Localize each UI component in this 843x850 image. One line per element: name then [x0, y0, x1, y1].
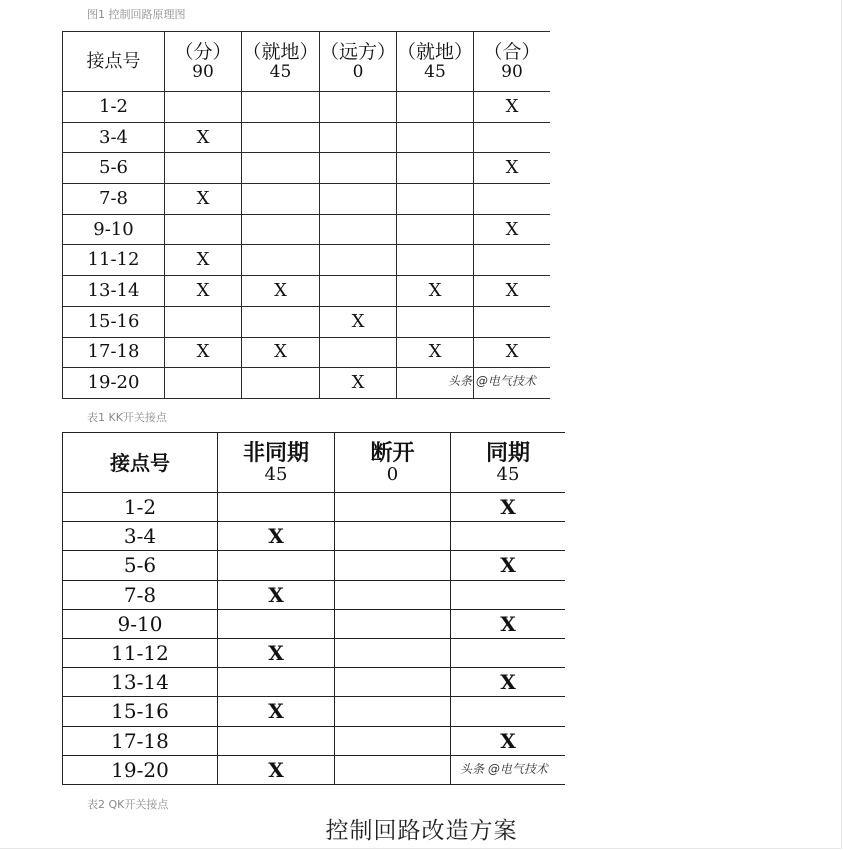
contact-mark [335, 580, 451, 609]
contact-mark [242, 184, 320, 215]
contact-mark [451, 638, 566, 667]
section-title: 控制回路改造方案 [325, 818, 518, 844]
contact-mark: X [320, 306, 397, 337]
contact-mark [218, 493, 335, 522]
watermark: 头条 @电气技术 [448, 374, 536, 388]
contact-label: 3-4 [63, 122, 165, 153]
table-row [63, 306, 551, 337]
contact-label: 5-6 [63, 153, 165, 184]
contact-mark: X [397, 337, 474, 368]
contact-mark [397, 245, 474, 276]
contact-mark: X [397, 276, 474, 307]
contact-mark [218, 726, 335, 755]
contact-mark: X [165, 337, 242, 368]
contact-mark [165, 306, 242, 337]
contact-mark: X [218, 522, 335, 551]
contact-label: 13-14 [63, 276, 165, 307]
contact-mark [397, 306, 474, 337]
contact-mark [320, 276, 397, 307]
contact-mark [218, 668, 335, 697]
contact-mark [165, 153, 242, 184]
qk-switch-contact-table [62, 432, 565, 785]
watermark: 头条 @电气技术 [460, 762, 548, 776]
table-row [63, 580, 566, 609]
contact-mark [165, 368, 242, 399]
contact-mark [335, 522, 451, 551]
contact-label: 5-6 [63, 551, 218, 580]
contact-label: 7-8 [63, 580, 218, 609]
contact-mark [165, 214, 242, 245]
contact-mark: X [165, 245, 242, 276]
contact-mark [218, 609, 335, 638]
contact-mark [335, 493, 451, 522]
contact-mark [474, 245, 551, 276]
column-header: （远方） 0 [320, 32, 397, 92]
contact-mark [320, 153, 397, 184]
contact-mark [320, 214, 397, 245]
contact-mark [451, 522, 566, 551]
contact-mark [335, 638, 451, 667]
contact-label: 17-18 [63, 337, 165, 368]
contact-mark: X [474, 337, 551, 368]
contact-mark: X [474, 276, 551, 307]
contact-mark [242, 92, 320, 123]
table-row [63, 726, 566, 755]
contact-mark [335, 726, 451, 755]
contact-mark: X [474, 92, 551, 123]
contact-mark: X [451, 668, 566, 697]
contact-mark: X [242, 276, 320, 307]
contact-mark [397, 92, 474, 123]
column-header: 断开 0 [335, 433, 451, 493]
contact-mark [242, 368, 320, 399]
contact-mark [242, 214, 320, 245]
contact-mark [218, 551, 335, 580]
contact-mark [242, 153, 320, 184]
contact-mark: X [451, 551, 566, 580]
table-row [63, 638, 566, 667]
column-header: （就地） 45 [397, 32, 474, 92]
contact-mark: X [218, 580, 335, 609]
table-row [63, 337, 551, 368]
contact-mark [320, 92, 397, 123]
column-header: （分） 90 [165, 32, 242, 92]
contact-mark: X [165, 122, 242, 153]
contact-label: 15-16 [63, 697, 218, 726]
contact-label: 9-10 [63, 214, 165, 245]
contact-label: 11-12 [63, 245, 165, 276]
contact-number-header: 接点号 [63, 433, 218, 493]
contact-label: 9-10 [63, 609, 218, 638]
column-header: 非同期 45 [218, 433, 335, 493]
table2-caption: 表2 QK开关接点 [87, 798, 169, 811]
table-row [63, 92, 551, 123]
contact-label: 11-12 [63, 638, 218, 667]
table-row [63, 668, 566, 697]
table-row [63, 184, 551, 215]
contact-mark [165, 92, 242, 123]
contact-mark [451, 697, 566, 726]
contact-mark: X [451, 609, 566, 638]
table-row [63, 522, 566, 551]
table-row [63, 276, 551, 307]
contact-mark: X [242, 337, 320, 368]
contact-mark [320, 122, 397, 153]
contact-mark: X [218, 638, 335, 667]
table1-caption: 表1 KK开关接点 [87, 411, 167, 424]
table-row [63, 551, 566, 580]
contact-mark [320, 184, 397, 215]
table-row [63, 697, 566, 726]
contact-mark [397, 184, 474, 215]
contact-mark [397, 122, 474, 153]
contact-label: 13-14 [63, 668, 218, 697]
contact-label: 7-8 [63, 184, 165, 215]
contact-mark [242, 306, 320, 337]
contact-label: 17-18 [63, 726, 218, 755]
contact-label: 19-20 [63, 755, 218, 784]
contact-mark [451, 580, 566, 609]
table-row [63, 122, 551, 153]
figure1-caption: 图1 控制回路原理图 [87, 8, 186, 21]
contact-mark: X [218, 697, 335, 726]
table-row [63, 214, 551, 245]
contact-mark [335, 697, 451, 726]
contact-label: 19-20 [63, 368, 165, 399]
contact-mark: X [474, 153, 551, 184]
contact-mark [474, 184, 551, 215]
contact-mark [335, 755, 451, 784]
contact-mark: X [451, 493, 566, 522]
table-row [63, 153, 551, 184]
contact-mark [474, 122, 551, 153]
table-row [63, 609, 566, 638]
contact-mark [320, 245, 397, 276]
contact-mark [335, 551, 451, 580]
contact-mark: X [165, 276, 242, 307]
column-header: （就地） 45 [242, 32, 320, 92]
contact-mark: X [451, 726, 566, 755]
contact-number-header: 接点号 [63, 32, 165, 92]
contact-label: 1-2 [63, 92, 165, 123]
contact-mark [320, 337, 397, 368]
column-header: （合） 90 [474, 32, 551, 92]
contact-mark [474, 306, 551, 337]
contact-mark: X [165, 184, 242, 215]
contact-mark [397, 153, 474, 184]
contact-mark: X [218, 755, 335, 784]
contact-mark [397, 214, 474, 245]
kk-switch-contact-table [62, 31, 550, 399]
column-header: 同期 45 [451, 433, 566, 493]
contact-label: 15-16 [63, 306, 165, 337]
contact-label: 3-4 [63, 522, 218, 551]
contact-mark [242, 122, 320, 153]
contact-label: 1-2 [63, 493, 218, 522]
contact-mark: X [320, 368, 397, 399]
table-row [63, 245, 551, 276]
contact-mark [242, 245, 320, 276]
table-row [63, 493, 566, 522]
contact-mark [335, 609, 451, 638]
contact-mark: X [474, 214, 551, 245]
contact-mark [335, 668, 451, 697]
